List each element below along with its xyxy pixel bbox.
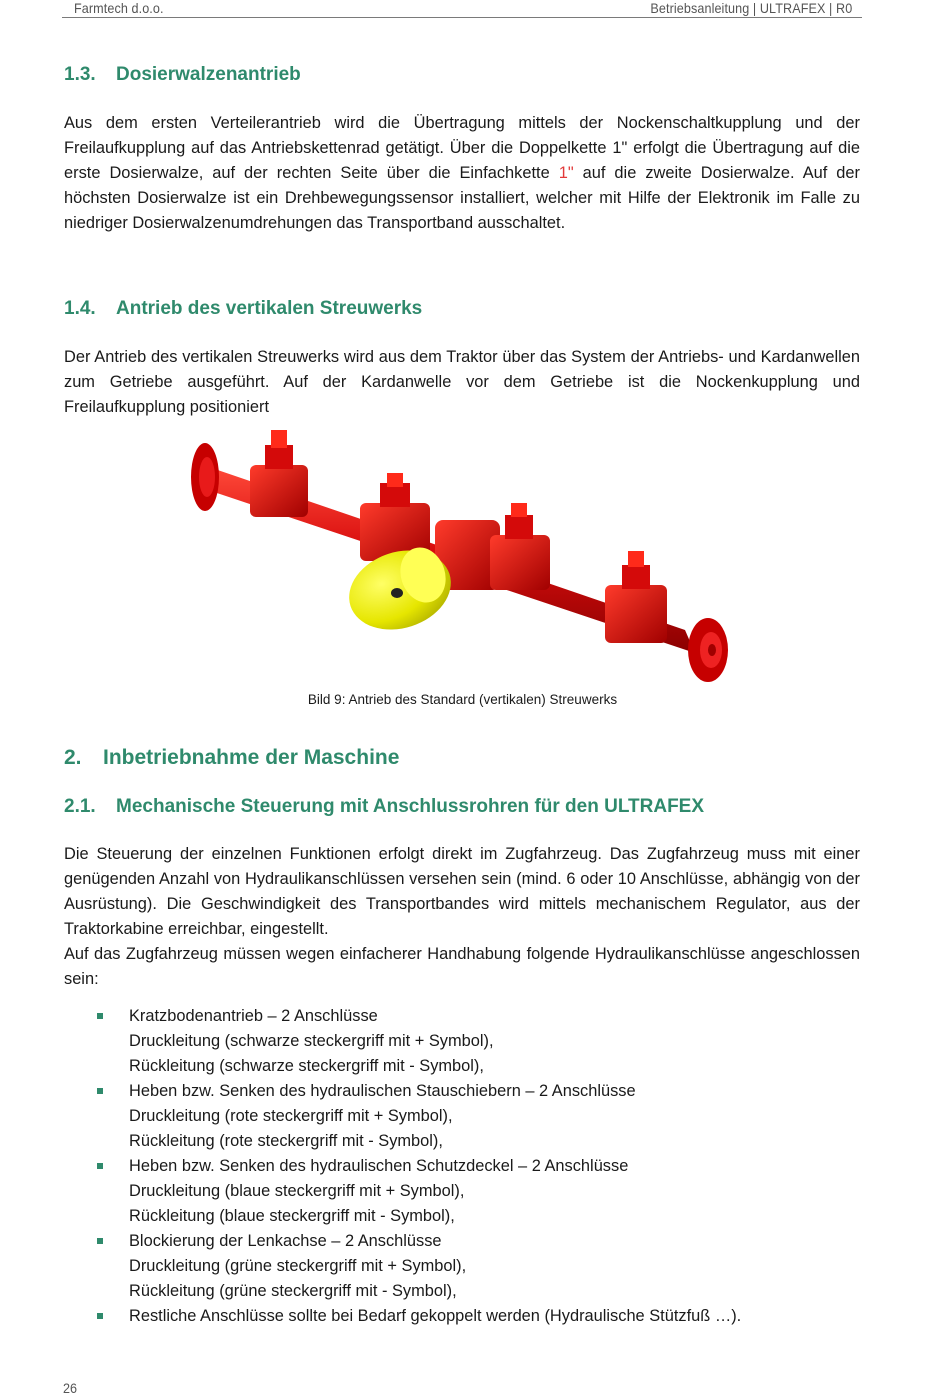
- bullet-square-icon: [97, 1088, 103, 1094]
- bullet-square-icon: [97, 1238, 103, 1244]
- paragraph-text: Aus dem ersten Verteilerantrieb wird die Übertragung mittels der Nockenschaltkupplung und der Freilaufkupplung auf das Antriebskettenrad getätigt. Über die Doppelkette 1" erfolgt die Übertragung auf die erste Dosierwalze, auf der rechten Seite über die Einfachkette: [64, 114, 860, 182]
- gearbox-4: [605, 551, 667, 643]
- list-item-title: Heben bzw. Senken des hydraulischen Schutzdeckel – 2 Anschlüsse: [129, 1157, 629, 1175]
- paragraph-text: auf die zweite Dosierwalze. Auf der höchsten Dosierwalze ist ein Drehbewegungssensor installiert, welcher mit Hilfe der Elektronik im Falle zu niedriger Dosierwalzenumdrehungen das Transportband ausschaltet.: [64, 164, 860, 232]
- hydraulic-connection-list: [96, 1004, 876, 1329]
- heading-1-3: [64, 64, 301, 86]
- header-divider: [62, 17, 862, 18]
- header-document-title: Betriebsanleitung | ULTRAFEX | R0: [650, 0, 852, 16]
- highlight-text: 1": [558, 164, 574, 182]
- heading-2: [64, 746, 399, 770]
- heading-title: Antrieb des vertikalen Streuwerks: [116, 298, 423, 319]
- list-item: [96, 1229, 876, 1304]
- heading-number: 2.: [64, 746, 82, 769]
- heading-number: 1.4.: [64, 298, 96, 319]
- heading-number: 2.1.: [64, 796, 96, 817]
- list-item-detail: Druckleitung (schwarze steckergriff mit + Symbol),: [129, 1032, 494, 1050]
- heading-title: Inbetriebnahme der Maschine: [103, 746, 400, 769]
- paragraph-1-4: Der Antrieb des vertikalen Streuwerks wird aus dem Traktor über das System der Antriebs- und Kardanwellen zum Getriebe ausgeführt. Auf der Kardanwelle vor dem Getriebe ist die Nockenkupplung und Freilaufkupplung positioniert: [64, 348, 860, 416]
- list-item-detail: Rückleitung (schwarze steckergriff mit - Symbol),: [129, 1057, 484, 1075]
- list-item: [96, 1154, 876, 1229]
- bullet-square-icon: [97, 1013, 103, 1019]
- page-number: 26: [63, 1380, 78, 1396]
- paragraph-2-1-b: Auf das Zugfahrzeug müssen wegen einfacherer Handhabung folgende Hydraulikanschlüsse angeschlossen sein:: [64, 945, 860, 988]
- list-item: [96, 1079, 876, 1154]
- paragraph-1-3: [64, 111, 860, 236]
- list-item-title: Blockierung der Lenkachse – 2 Anschlüsse: [129, 1232, 442, 1250]
- list-item-detail: Rückleitung (rote steckergriff mit - Symbol),: [129, 1132, 443, 1150]
- list-item: [96, 1004, 876, 1079]
- gearbox-1: [250, 430, 308, 517]
- list-item-detail: Druckleitung (grüne steckergriff mit + Symbol),: [129, 1257, 467, 1275]
- list-item-title: Kratzbodenantrieb – 2 Anschlüsse: [129, 1007, 378, 1025]
- list-item-title: Heben bzw. Senken des hydraulischen Stauschiebern – 2 Anschlüsse: [129, 1082, 636, 1100]
- heading-1-4: [64, 298, 422, 320]
- heading-2-1: [64, 796, 704, 818]
- list-item-detail: Rückleitung (grüne steckergriff mit - Symbol),: [129, 1282, 457, 1300]
- heading-title: Mechanische Steuerung mit Anschlussrohren für den ULTRAFEX: [116, 796, 705, 817]
- bullet-square-icon: [97, 1163, 103, 1169]
- header-company: Farmtech d.o.o.: [74, 0, 164, 16]
- list-item-detail: Druckleitung (blaue steckergriff mit + Symbol),: [129, 1182, 465, 1200]
- bullet-square-icon: [97, 1313, 103, 1319]
- paragraph-2-1-a: Die Steuerung der einzelnen Funktionen erfolgt direkt im Zugfahrzeug. Das Zugfahrzeug muss mit einer genügenden Anzahl von Hydraulikanschlüssen versehen sein (mind. 6 oder 10 Anschlüsse, abhängig von der Ausrüstung). Die Geschwindigkeit des Transportbandes wird mittels mechanischem Regulator, aus der Traktorkabine erreichbar, eingestellt.: [64, 845, 860, 938]
- list-item: [96, 1304, 876, 1329]
- gearbox-3: [490, 503, 550, 590]
- heading-number: 1.3.: [64, 64, 96, 85]
- list-item-detail: Rückleitung (blaue steckergriff mit - Symbol),: [129, 1207, 455, 1225]
- list-item-title: Restliche Anschlüsse sollte bei Bedarf gekoppelt werden (Hydraulische Stützfuß …).: [129, 1307, 742, 1325]
- heading-title: Dosierwalzenantrieb: [116, 64, 301, 85]
- drive-shaft-illustration: [185, 425, 735, 690]
- figure-caption: Bild 9: Antrieb des Standard (vertikalen) Streuwerks: [307, 692, 618, 707]
- list-item-detail: Druckleitung (rote steckergriff mit + Symbol),: [129, 1107, 453, 1125]
